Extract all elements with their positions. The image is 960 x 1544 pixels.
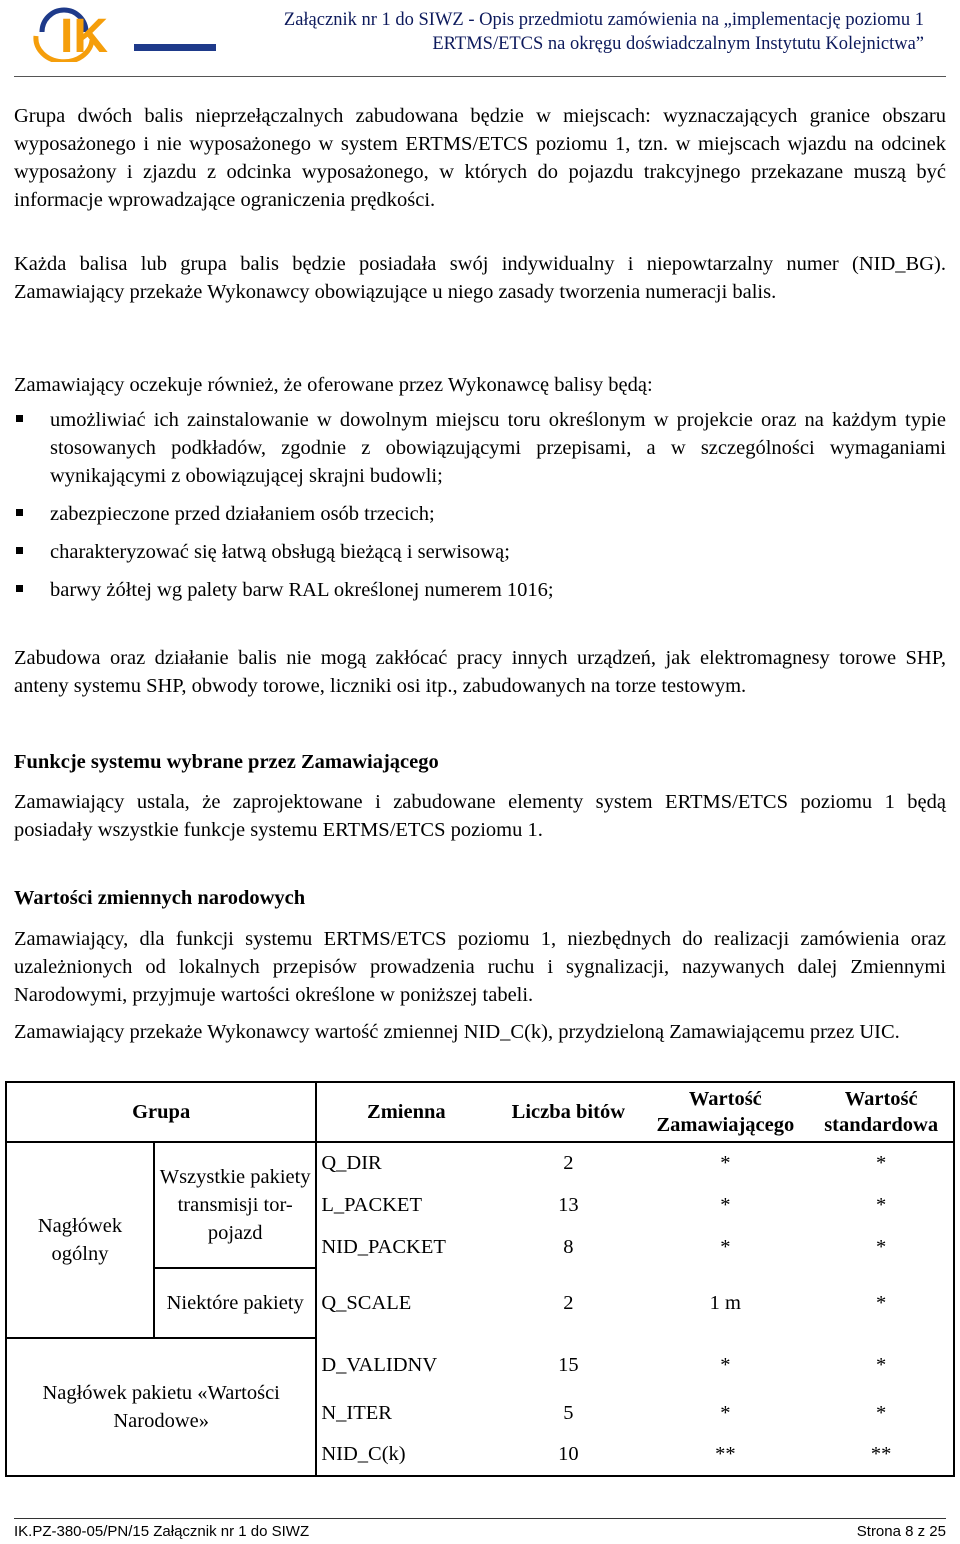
cell-bits: 15: [558, 1353, 579, 1376]
heading-system-functions: Funkcje systemu wybrane przez Zamawiającego: [14, 751, 439, 773]
paragraph-balise-group: Grupa dwóch balis nieprzełączalnych zabudowana będzie w miejscach: wyznaczających granice obszaru wyposażonego i nie wyposażonego w system ERTMS/ETCS poziomu 1, tzn. w miejscach wjazdu na odcinek wyposażony i zjazdu z odcinka wyposażonego, w których do pojazdu trakcyjnego przekazane muszą być informacje wprowadzające ograniczenia prędkości.: [14, 105, 946, 211]
bullet-icon: [16, 415, 23, 422]
cell-client-value: *: [720, 1235, 731, 1258]
table-header-row: [6, 1082, 954, 1142]
paragraph-nid-c: Zamawiający przekaże Wykonawcy wartość zmiennej NID_C(k), przydzieloną Zamawiającemu przez UIC.: [14, 1021, 900, 1043]
logo-text: IK: [60, 10, 108, 62]
cell-client-value: *: [720, 1401, 731, 1424]
cell-client-value: *: [641, 1142, 809, 1184]
cell-variable: D_VALIDNV: [321, 1353, 438, 1376]
subgroup-all-packets: Wszystkie pakiety transmisji tor-pojazd: [154, 1142, 316, 1268]
cell-client-value: **: [641, 1434, 809, 1476]
list-item: barwy żółtej wg palety barw RAL określonej numerem 1016;: [14, 576, 946, 604]
header-title-line1: Załącznik nr 1 do SIWZ - Opis przedmiotu zamówienia na „implementację poziomu 1: [283, 10, 924, 30]
table-row: [6, 1338, 954, 1392]
bullet-icon: [16, 547, 23, 554]
list-item: umożliwiać ich zainstalowanie w dowolnym miejscu toru określonym w projekcie oraz na każdym typie stosowanych podkładów, zgodnie z obowiązującymi przepisami, a w szczególności wymaganiami wynikającymi z obowiązującej skrajni budowli;: [14, 406, 946, 490]
subgroup-some-packets: Niektóre pakiety: [154, 1268, 316, 1338]
footer-page-number: Strona 8 z 25: [856, 1523, 946, 1540]
cell-bits: 2: [563, 1291, 574, 1314]
header-standard-value: Wartość standardowa: [809, 1082, 954, 1142]
cell-client-value: *: [720, 1193, 731, 1216]
cell-bits: 5: [563, 1401, 574, 1424]
cell-bits: 10: [495, 1434, 641, 1476]
paragraph-system-functions: Zamawiający ustala, że zaprojektowane i zabudowane elementy system ERTMS/ETCS poziomu 1 będą posiadały wszystkie funkcje systemu ERTMS/ETCS poziomu 1.: [14, 791, 946, 841]
footer-divider: [14, 1518, 946, 1519]
footer-document-id: IK.PZ-380-05/PN/15 Załącznik nr 1 do SIWZ: [14, 1523, 310, 1540]
paragraph-balise-numbering: Każda balisa lub grupa balis będzie posiadała swój indywidualny i niepowtarzalny numer (NID_BG). Zamawiający przekaże Wykonawcy obowiązujące u niego zasady tworzenia numeracji balis.: [14, 253, 946, 303]
cell-client-value: *: [720, 1353, 731, 1376]
national-values-table: [5, 1081, 955, 1477]
paragraph-requirements-intro: Zamawiający oczekuje również, że oferowane przez Wykonawcę balisy będą:: [14, 374, 653, 396]
paragraph-national-values: Zamawiający, dla funkcji systemu ERTMS/ETCS poziomu 1, niezbędnych do realizacji zamówienia oraz uzależnionych od lokalnych przepisów prowadzenia ruchu i sygnalizacji, nazywanych dalej Zmiennymi Narodowymi, przyjmuje wartości określone w poniższej tabeli.: [14, 928, 946, 1006]
header-client-value: Wartość Zamawiającego: [641, 1082, 809, 1142]
header-bits: Liczba bitów: [495, 1082, 641, 1142]
header-divider: [14, 76, 946, 77]
ik-logo: [22, 2, 218, 62]
group-national-values-header: Nagłówek pakietu «Wartości Narodowe»: [6, 1338, 316, 1476]
bullet-icon: [16, 509, 23, 516]
cell-client-value: 1 m: [709, 1291, 741, 1314]
cell-standard-value: **: [809, 1434, 954, 1476]
cell-bits: 8: [563, 1235, 574, 1258]
cell-standard-value: *: [809, 1392, 954, 1434]
group-general-header: Nagłówek ogólny: [6, 1142, 154, 1338]
cell-variable: Q_DIR: [316, 1142, 495, 1184]
header-title-line2: ERTMS/ETCS na okręgu doświadczalnym Instytutu Kolejnictwa”: [432, 34, 924, 54]
list-item: charakteryzować się łatwą obsługą bieżącą i serwisową;: [14, 538, 946, 566]
cell-variable: NID_C(k): [316, 1434, 495, 1476]
bullet-icon: [16, 585, 23, 592]
heading-national-values: Wartości zmiennych narodowych: [14, 887, 306, 909]
requirements-list: [14, 406, 946, 604]
paragraph-interference: Zabudowa oraz działanie balis nie mogą zakłócać pracy innych urządzeń, jak elektromagnesy torowe SHP, anteny systemu SHP, obwody torowe, liczniki osi itp., zabudowanych na torze testowym.: [14, 647, 946, 697]
cell-bits: 13: [558, 1193, 579, 1216]
cell-standard-value: *: [809, 1142, 954, 1184]
header-variable: Zmienna: [316, 1082, 495, 1142]
cell-standard-value: *: [809, 1184, 954, 1226]
cell-standard-value: *: [809, 1268, 954, 1338]
cell-variable: NID_PACKET: [321, 1235, 446, 1258]
cell-variable: Q_SCALE: [321, 1291, 412, 1314]
cell-variable: L_PACKET: [321, 1193, 422, 1216]
cell-standard-value: *: [809, 1226, 954, 1268]
cell-standard-value: *: [809, 1338, 954, 1392]
table-row: [6, 1142, 954, 1184]
cell-bits: 2: [495, 1142, 641, 1184]
header-title: [204, 8, 924, 56]
header-group: Grupa: [6, 1082, 316, 1142]
cell-variable: N_ITER: [321, 1401, 392, 1424]
list-item: zabezpieczone przed działaniem osób trzecich;: [14, 500, 946, 528]
